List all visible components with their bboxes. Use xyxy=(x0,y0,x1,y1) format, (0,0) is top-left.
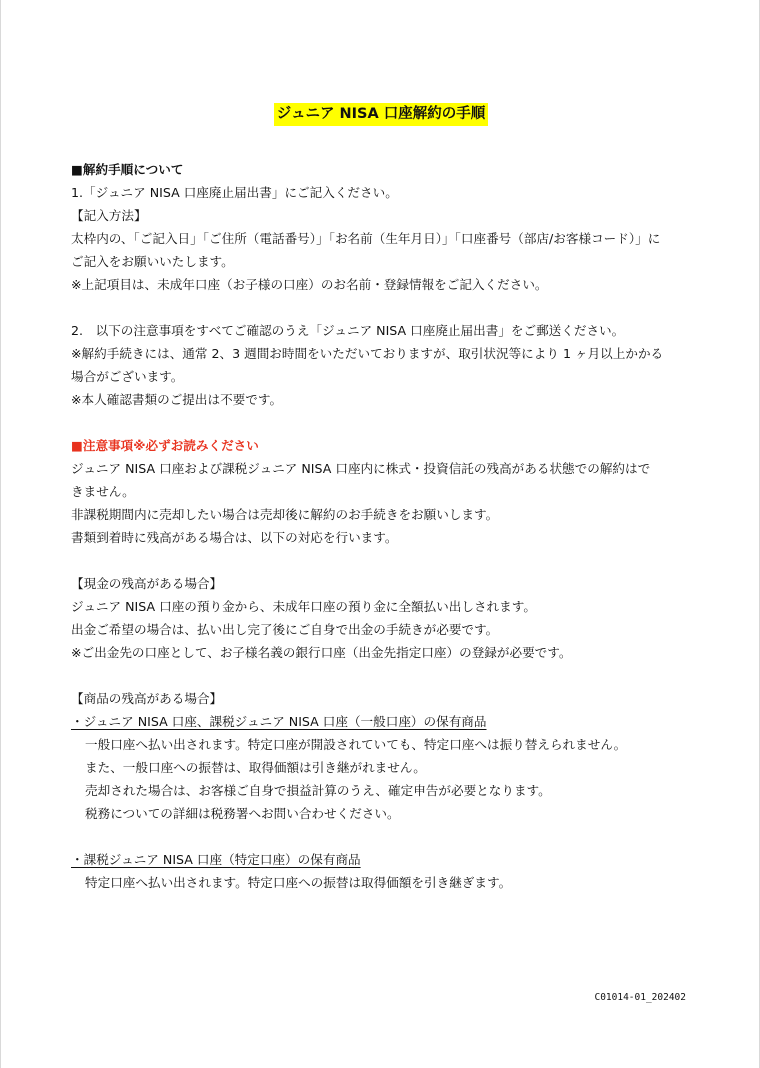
document-body xyxy=(71,158,711,894)
products-item1-line2: また、一般口座への振替は、取得価額は引き継がれません。 xyxy=(85,760,426,775)
caution-line4: 書類到着時に残高がある場合は、以下の対応を行います。 xyxy=(71,530,398,545)
how-to-fill-line2: ご記入をお願いいたします。 xyxy=(71,254,234,269)
cash-heading: 【現金の残高がある場合】 xyxy=(71,576,223,591)
products-item1-title: ・ジュニア NISA 口座、課税ジュニア NISA 口座（一般口座）の保有商品 xyxy=(71,714,487,729)
caution-heading: ■注意事項※必ずお読みください xyxy=(71,438,259,453)
cash-line2: 出金ご希望の場合は、払い出し完了後にご自身で出金の手続きが必要です。 xyxy=(71,622,499,637)
products-item2-line1: 特定口座へ払い出されます。特定口座への振替は取得価額を引き継ぎます。 xyxy=(85,875,512,890)
step2-note1-line1: ※解約手続きには、通常 2、3 週間お時間をいただいておりますが、取引状況等により 1 ヶ月以上かかる xyxy=(71,346,664,361)
caution-line3: 非課税期間内に売却したい場合は売却後に解約のお手続きをお願いします。 xyxy=(71,507,499,522)
spacer xyxy=(71,296,711,319)
procedure-heading: ■解約手順について xyxy=(71,162,184,177)
products-item2-title: ・課税ジュニア NISA 口座（特定口座）の保有商品 xyxy=(71,852,361,867)
how-to-fill-note: ※上記項目は、未成年口座（お子様の口座）のお名前・登録情報をご記入ください。 xyxy=(71,277,548,292)
spacer xyxy=(71,549,711,572)
procedure-step1: 1.「ジュニア NISA 口座廃止届出書」にご記入ください。 xyxy=(71,185,398,200)
caution-line2: きません。 xyxy=(71,484,135,499)
procedure-step2: 2. 以下の注意事項をすべてご確認のうえ「ジュニア NISA 口座廃止届出書」をご郵送ください。 xyxy=(71,323,625,338)
products-item1-line1: 一般口座へ払い出されます。特定口座が開設されていても、特定口座へは振り替えられません。 xyxy=(85,737,627,752)
document-code: C01014-01_202402 xyxy=(594,992,686,1003)
products-item1-line4: 税務についての詳細は税務署へお問い合わせください。 xyxy=(85,806,400,821)
cash-line3: ※ご出金先の口座として、お子様名義の銀行口座（出金先指定口座）の登録が必要です。 xyxy=(71,645,572,660)
spacer xyxy=(71,825,711,848)
products-item1-line3: 売却された場合は、お客様ご自身で損益計算のうえ、確定申告が必要となります。 xyxy=(85,783,551,798)
products-heading: 【商品の残高がある場合】 xyxy=(71,691,223,706)
step2-note1-line2: 場合がございます。 xyxy=(71,369,184,384)
how-to-fill-heading: 【記入方法】 xyxy=(71,208,147,223)
spacer xyxy=(71,411,711,434)
document-title: ジュニア NISA 口座解約の手順 xyxy=(274,103,489,126)
spacer xyxy=(71,664,711,687)
cash-line1: ジュニア NISA 口座の預り金から、未成年口座の預り金に全額払い出しされます。 xyxy=(71,599,536,614)
title-wrapper xyxy=(1,103,760,126)
caution-line1: ジュニア NISA 口座および課税ジュニア NISA 口座内に株式・投資信託の残高がある状態での解約はで xyxy=(71,461,651,476)
step2-note2: ※本人確認書類のご提出は不要です。 xyxy=(71,392,283,407)
how-to-fill-line1: 太枠内の、「ご記入日」「ご住所（電話番号）」「お名前（生年月日）」「口座番号（部店/お客様コード）」に xyxy=(71,231,661,246)
